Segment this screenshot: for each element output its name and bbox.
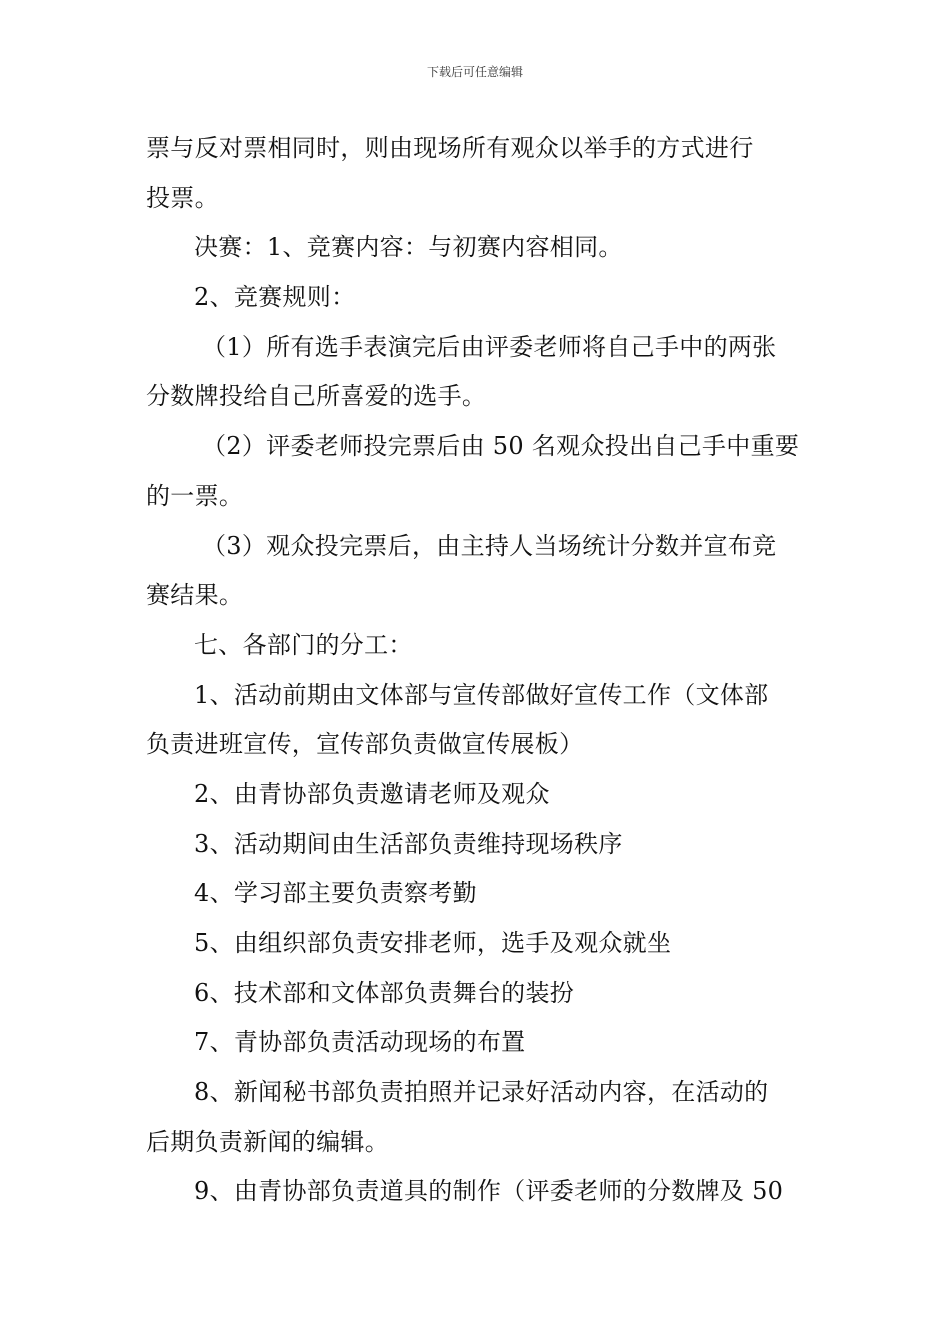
text-line: 8、新闻秘书部负责拍照并记录好活动内容，在活动的 bbox=[194, 1078, 769, 1107]
text-line: 9、由青协部负责道具的制作（评委老师的分数牌及 50 bbox=[194, 1177, 784, 1206]
document-body bbox=[146, 124, 808, 1217]
text-line: 决赛：1、竞赛内容：与初赛内容相同。 bbox=[194, 233, 623, 262]
text-line: 分数牌投给自己所喜爱的选手。 bbox=[146, 382, 487, 411]
page-header: 下载后可任意编辑 bbox=[426, 65, 523, 79]
text-line: 票与反对票相同时，则由现场所有观众以举手的方式进行 bbox=[146, 134, 754, 162]
text-line: 2、由青协部负责邀请老师及观众 bbox=[194, 779, 550, 808]
text-line: 负责进班宣传，宣传部负责做宣传展板） bbox=[146, 730, 584, 759]
text-line: 4、学习部主要负责察考勤 bbox=[194, 879, 477, 908]
section-heading: 七、各部门的分工： bbox=[194, 630, 413, 659]
text-line: 赛结果。 bbox=[146, 581, 244, 610]
text-line: 1、活动前期由文体部与宣传部做好宣传工作（文体部 bbox=[194, 680, 769, 709]
text-line: 的一票。 bbox=[146, 481, 244, 510]
text-line: （3）观众投完票后，由主持人当场统计分数并宣布竞 bbox=[202, 531, 777, 560]
text-line: 5、由组织部负责安排老师，选手及观众就坐 bbox=[194, 929, 672, 957]
text-line: （2）评委老师投完票后由 50 名观众投出自己手中重要 bbox=[202, 432, 800, 461]
text-line: 7、青协部负责活动现场的布置 bbox=[194, 1028, 526, 1057]
text-line: 后期负责新闻的编辑。 bbox=[146, 1127, 389, 1156]
text-line: （1）所有选手表演完后由评委老师将自己手中的两张 bbox=[202, 332, 777, 361]
text-line: 3、活动期间由生活部负责维持现场秩序 bbox=[194, 829, 623, 858]
text-line: 2、竞赛规则： bbox=[194, 283, 356, 312]
text-line: 6、技术部和文体部负责舞台的装扮 bbox=[194, 978, 575, 1007]
text-line: 投票。 bbox=[146, 183, 219, 212]
